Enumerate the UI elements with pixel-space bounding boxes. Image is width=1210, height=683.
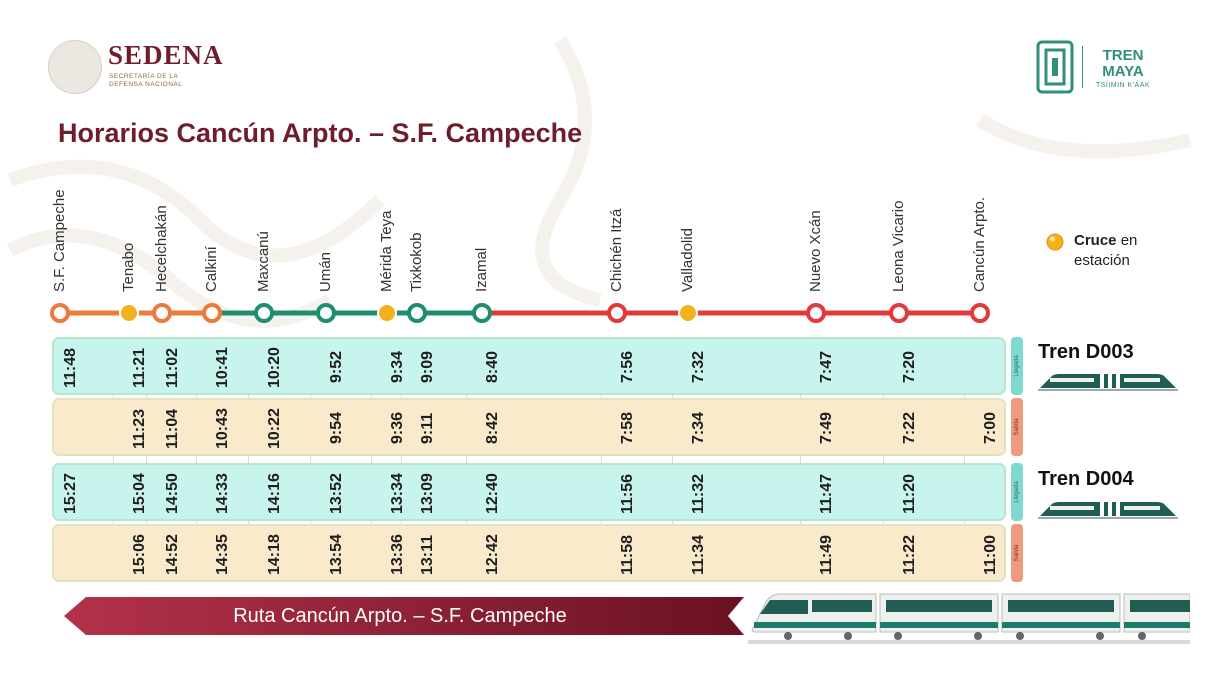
station-dot-crossing-merida-teya [378,304,396,322]
time-cell: 11:34 [690,534,707,575]
route-line [0,296,1010,330]
time-cell: 9:34 [389,351,406,384]
station-dot-nuevo-xcan [808,305,824,321]
time-cell: 11:23 [131,408,148,449]
tren-maya-subtitle: TSÍIMIN K'ÁAK [1095,82,1151,89]
time-cell: 10:20 [266,346,283,388]
sedena-logo [46,38,246,94]
time-cell: 11:47 [818,473,835,514]
time-cell: 13:34 [389,472,406,514]
train-image [748,586,1190,648]
crossing-dot-icon [1046,233,1064,251]
station-label-hecelchakan: Hecelchakán [153,205,170,292]
time-cell: 7:20 [901,351,918,384]
time-cell: 8:42 [484,412,501,445]
station-dot-hecelchakan [154,305,170,321]
station-dot-crossing-valladolid [679,304,697,322]
station-dot-leona-vicario [891,305,907,321]
time-cell: 9:09 [419,351,436,384]
sedena-name: SEDENA [108,40,224,70]
departure-tag: Salida [1011,398,1023,456]
time-cell: 14:50 [164,472,181,514]
time-cell: 11:56 [619,473,636,514]
time-cell: 11:32 [690,473,707,514]
station-dot-izamal [474,305,490,321]
time-cell: 11:02 [164,347,181,388]
tren-maya-emblem-icon [1036,40,1074,94]
station-dot-tixkokob [409,305,425,321]
mexico-seal-icon [48,40,102,94]
time-cell: 7:32 [690,351,707,384]
departure-tag: Salida [1011,524,1023,582]
time-cell: 11:20 [901,473,918,514]
time-cell: 11:00 [982,534,999,575]
time-cell: 13:11 [419,534,436,575]
time-cell: 15:04 [131,472,148,514]
station-label-cancun-arpto: Cancún Arpto. [971,196,988,292]
time-cell: 10:43 [214,407,231,449]
station-dot-chichen-itza [609,305,625,321]
time-cell: 11:58 [619,534,636,575]
time-cell: 11:21 [131,347,148,388]
train-icon [1038,496,1178,520]
legend-text: Cruce en estación [1074,232,1138,269]
arrival-tag: Llegada [1011,463,1023,521]
train-label-tren-d004: Tren D004 [1038,468,1134,490]
time-cell: 7:22 [901,412,918,445]
time-cell: 7:58 [619,412,636,445]
time-cell: 10:41 [214,346,231,388]
time-cell: 14:33 [214,472,231,514]
route-banner-text: Ruta Cancún Arpto. – S.F. Campeche [233,605,567,627]
time-cell: 11:04 [164,408,181,449]
time-cell: 9:52 [328,351,345,384]
arrival-row-tren-d004 [52,463,1006,521]
time-cell: 12:42 [484,533,501,575]
time-cell: 15:27 [62,472,79,514]
departure-row-tren-d004 [52,524,1006,582]
time-cell: 14:16 [266,472,283,514]
station-label-s-f-campeche: S.F. Campeche [51,189,68,292]
time-cell: 14:35 [214,533,231,575]
station-label-maxcanu: Maxcanú [255,231,272,292]
departure-row-tren-d003 [52,398,1006,456]
time-cell: 11:49 [818,534,835,575]
time-cell: 14:52 [164,533,181,575]
time-cell: 11:48 [62,347,79,388]
station-label-calkini: Calkiní [203,246,220,292]
station-dot-cancun-arpto [972,305,988,321]
time-cell: 7:34 [690,412,707,445]
time-cell: 8:40 [484,351,501,384]
time-cell: 7:00 [982,412,999,445]
station-label-leona-vicario: Leona Vicario [890,200,907,292]
station-label-uman: Umán [317,251,334,292]
time-cell: 13:52 [328,472,345,514]
time-cell: 7:47 [818,351,835,384]
time-cell: 12:40 [484,472,501,514]
time-cell: 15:06 [131,533,148,575]
time-cell: 10:22 [266,407,283,449]
time-cell: 9:11 [419,413,436,445]
time-cell: 7:49 [818,412,835,445]
tren-maya-logo [1036,38,1166,98]
station-label-valladolid: Valladolid [679,228,696,292]
time-cell: 13:54 [328,533,345,575]
station-dot-maxcanu [256,305,272,321]
time-cell: 7:56 [619,351,636,384]
station-label-nuevo-xcan: Nuevo Xcán [807,210,824,292]
time-cell: 9:36 [389,412,406,445]
logo-divider [1082,46,1083,88]
station-label-tixkokob: Tixkokob [408,232,425,292]
station-dot-uman [318,305,334,321]
station-dot-crossing-tenabo [120,304,138,322]
station-label-merida-teya: Mérida Teya [378,210,395,292]
station-dot-calkini [204,305,220,321]
train-icon [1038,368,1178,392]
station-dot-s-f-campeche [52,305,68,321]
arrival-tag: Llegada [1011,337,1023,395]
arrival-row-tren-d003 [52,337,1006,395]
page-title: Horarios Cancún Arpto. – S.F. Campeche [58,118,583,148]
sedena-subtitle: SECRETARÍA DE LA DEFENSA NACIONAL [109,73,183,88]
station-label-tenabo: Tenabo [120,242,137,292]
station-label-izamal: Izamal [473,247,490,292]
time-cell: 9:54 [328,412,345,445]
tren-maya-name: TREN MAYA [1102,47,1144,80]
time-cell: 13:36 [389,533,406,575]
time-cell: 14:18 [266,533,283,575]
station-label-chichen-itza: Chichén Itzá [608,208,625,292]
train-label-tren-d003: Tren D003 [1038,341,1134,363]
time-cell: 13:09 [419,472,436,514]
time-cell: 11:22 [901,534,918,575]
